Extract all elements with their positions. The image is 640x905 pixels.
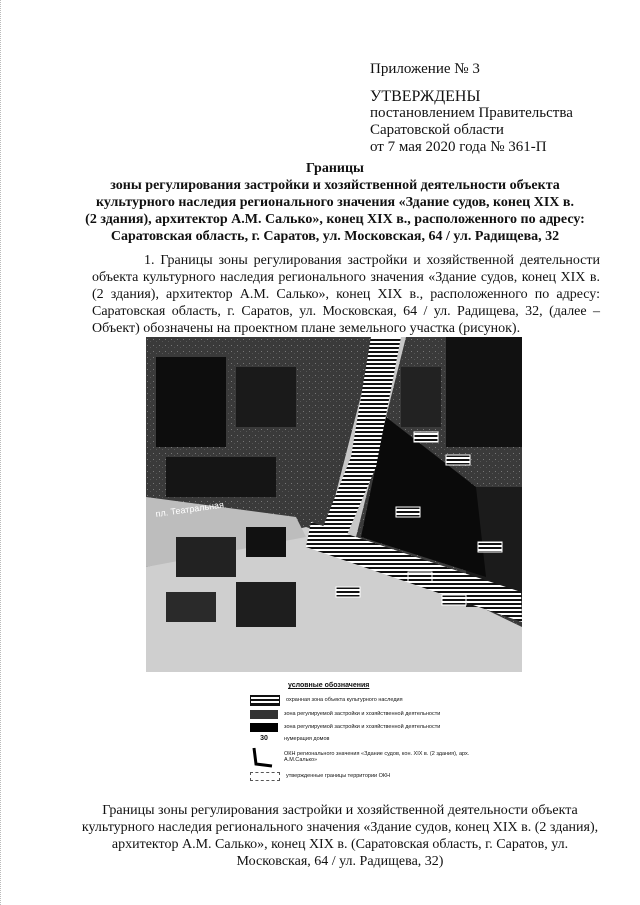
approved-by: постановлением Правительства bbox=[370, 105, 573, 121]
title-line-1: Границы bbox=[306, 161, 364, 176]
legend-item: ОКН регионального значения «Здание судов, кон. XIX в. (2 здания), арх. А.М.Салько» bbox=[250, 746, 470, 768]
paragraph-text: 1. Границы зоны регулирования застройки и хозяйственной деятельности объекта культурного наследия регионального значения «Здание судов, конец XIX в. (2 здания), архитектор А.М. Салько», конец XIX в., расположенного по адресу: Саратовская область, г. Саратов, ул. Московская, 64 / ул. Радищева, 32, (далее – Объект) обозначены на проектном плане земельного участка (рисунок). bbox=[92, 253, 600, 336]
approved-authority: Саратовской области bbox=[370, 122, 504, 138]
approved-heading: УТВЕРЖДЕНЫ bbox=[370, 88, 481, 105]
title-line-5: Саратовская область, г. Саратов, ул. Московская, 64 / ул. Радищева, 32 bbox=[110, 229, 560, 244]
site-plan-drawing bbox=[146, 337, 522, 672]
map-street-label: пл. Театральная bbox=[154, 499, 225, 519]
title-line-4: (2 здания), архитектор А.М. Салько», конец XIX в., расположенного по адресу: bbox=[85, 212, 585, 227]
legend-title: условные обозначения bbox=[288, 682, 370, 689]
black-swatch bbox=[250, 723, 278, 732]
boundary-swatch bbox=[250, 772, 280, 781]
legend-item: зона регулируемой застройки и хозяйственной деятельности bbox=[250, 723, 470, 732]
document-title bbox=[70, 160, 600, 245]
hatch-swatch bbox=[250, 695, 280, 706]
figure-caption: Границы зоны регулирования застройки и хозяйственной деятельности объекта культурного наследия регионального значения «Здание судов, конец XIX в. (2 здания), архитектор А.М. Салько», конец XIX в. (Саратовская область, г. Саратов, ул. Московская, 64 / ул. Радищева, 32) bbox=[81, 803, 599, 869]
title-line-2: зоны регулирования застройки и хозяйственной деятельности объекта bbox=[110, 178, 560, 193]
house-number-symbol: 30 bbox=[260, 734, 268, 742]
heritage-object-symbol bbox=[250, 746, 278, 768]
map-legend bbox=[250, 683, 470, 785]
body-paragraph bbox=[92, 252, 600, 337]
legend-item: охранная зона объекта культурного наследия bbox=[250, 695, 470, 706]
legend-item: 30 нумерация домов bbox=[250, 736, 470, 743]
site-plan-map bbox=[146, 337, 522, 672]
scan-edge bbox=[0, 0, 2, 905]
dark-gray-swatch bbox=[250, 710, 278, 719]
approval-block bbox=[370, 88, 573, 156]
legend-item: зона регулируемой застройки и хозяйственной деятельности bbox=[250, 710, 470, 719]
title-line-3: культурного наследия регионального значения «Здание судов, конец XIX в. bbox=[96, 195, 574, 210]
approved-date: от 7 мая 2020 года № 361-П bbox=[370, 139, 547, 155]
legend-item: утвержденные границы территории ОКН bbox=[250, 772, 470, 781]
appendix-number: Приложение № 3 bbox=[370, 61, 480, 77]
